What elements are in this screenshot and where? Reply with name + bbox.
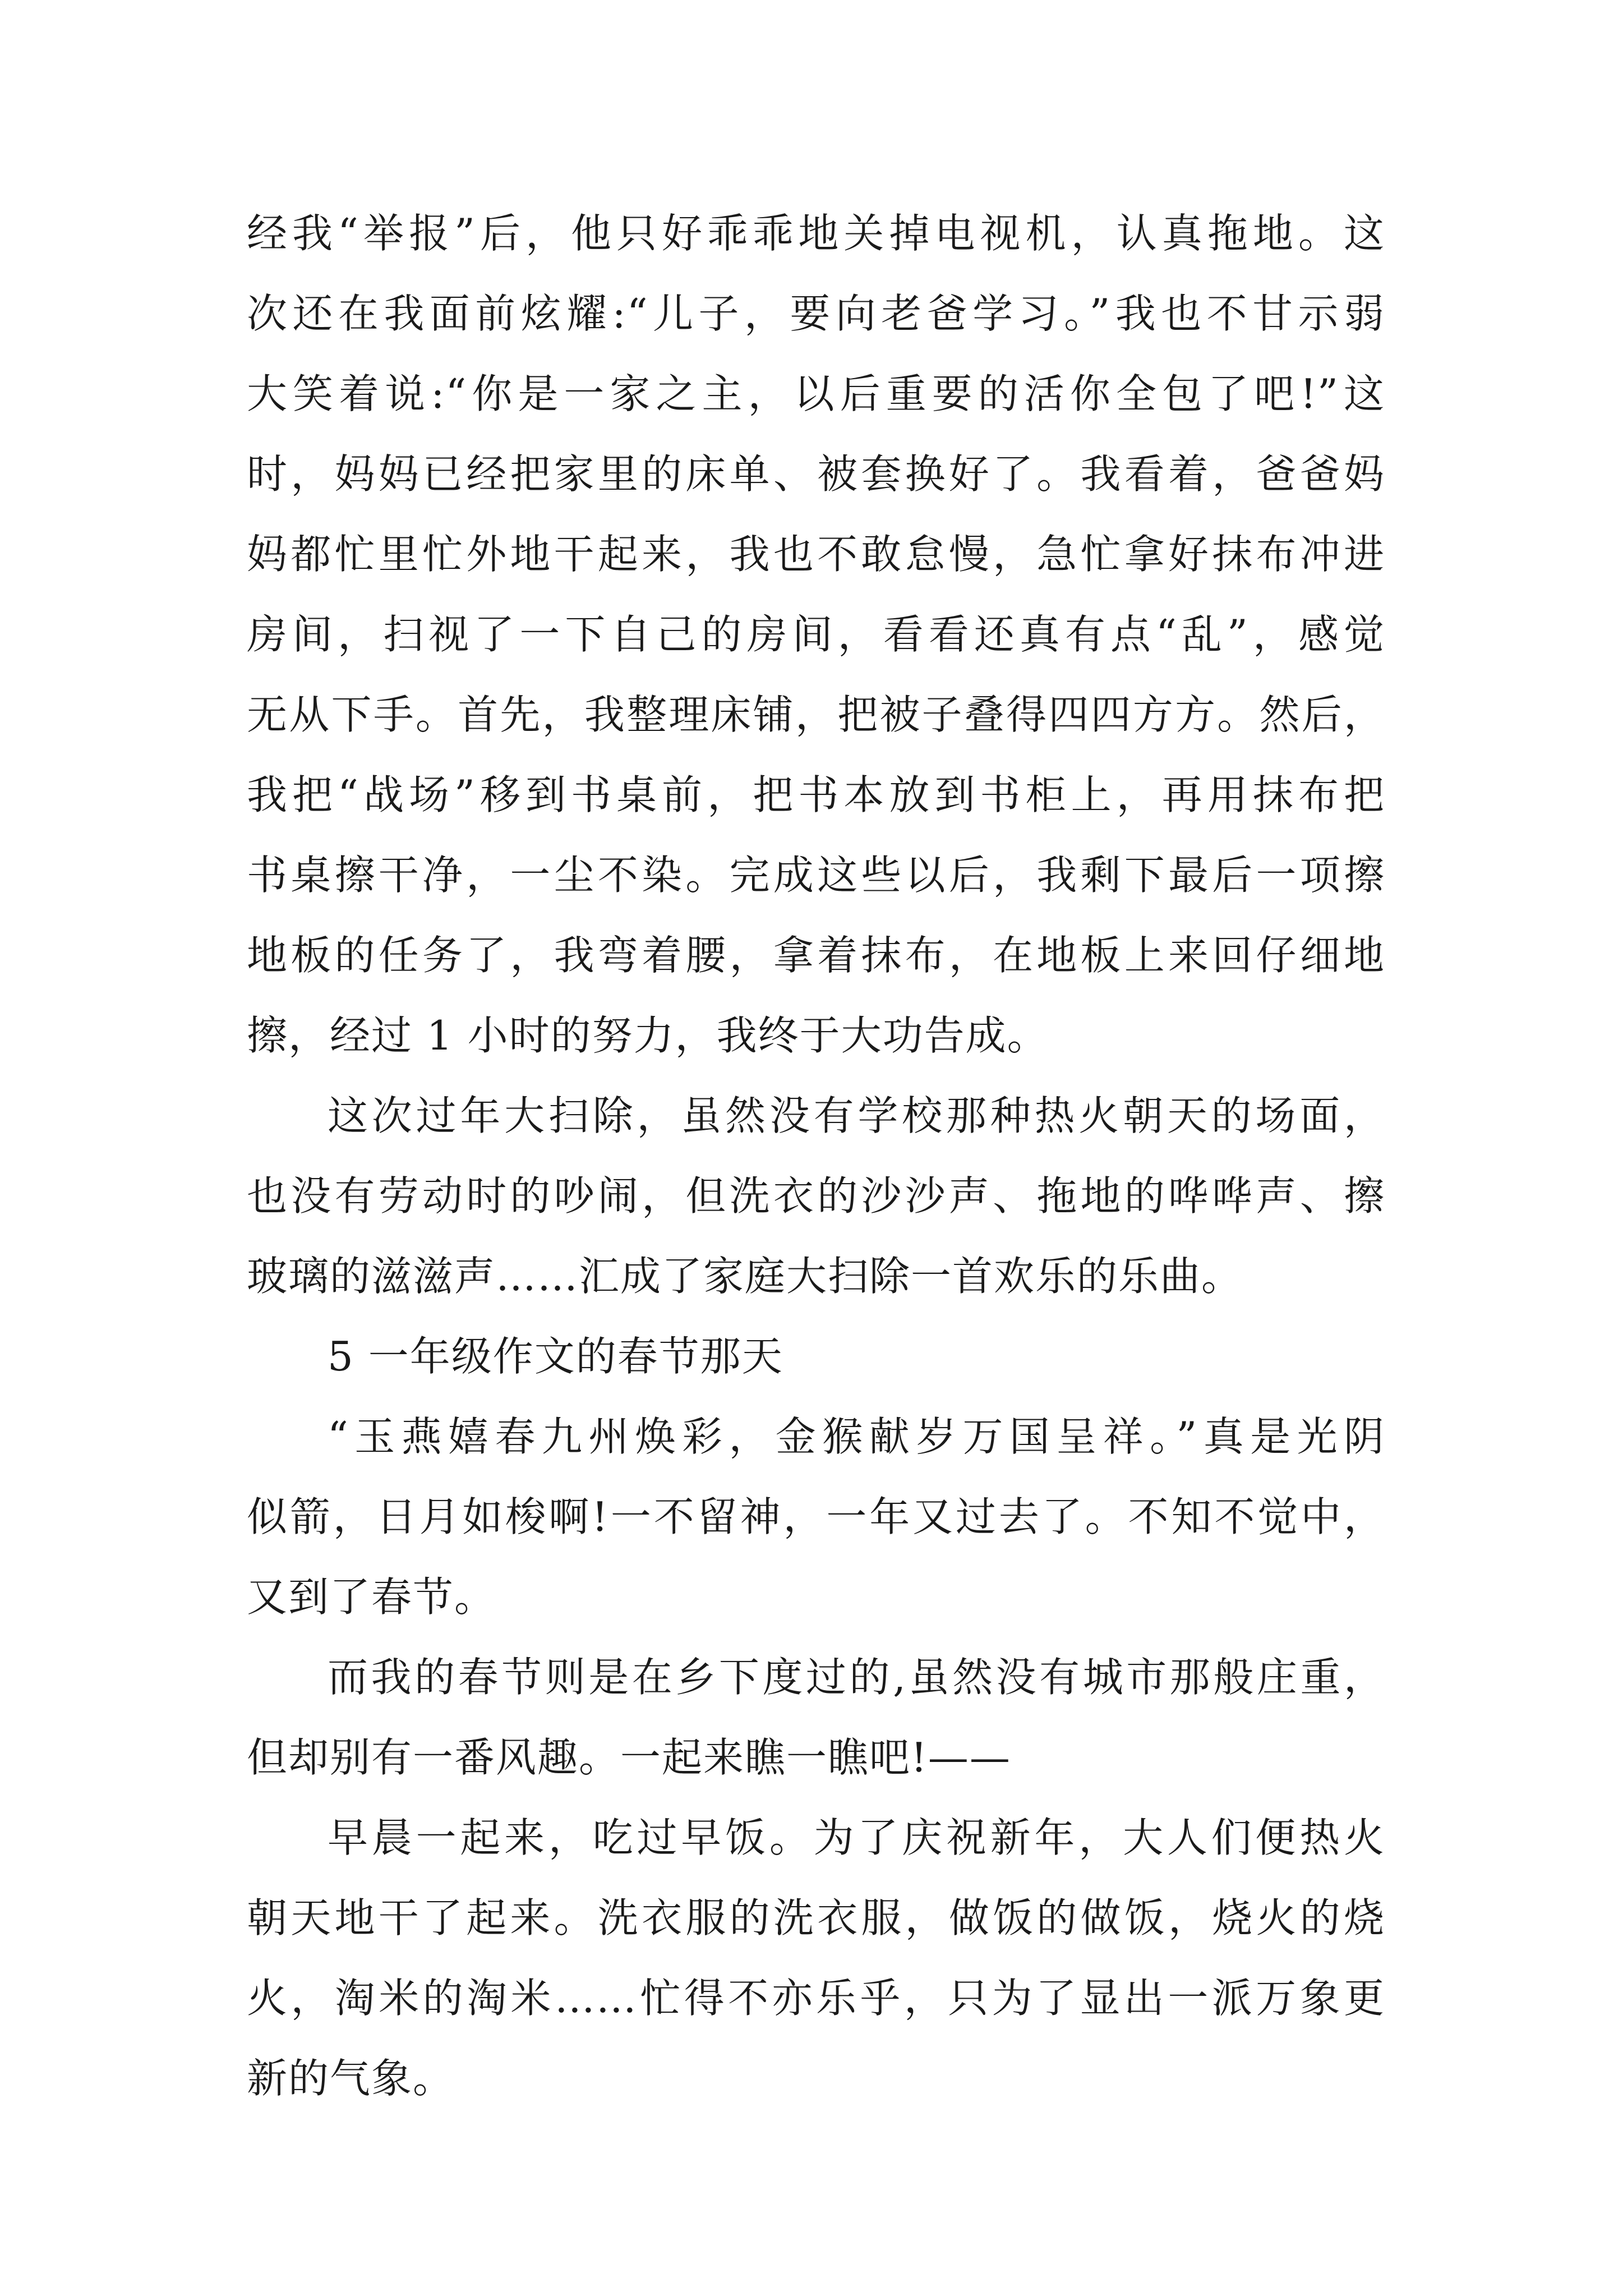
text-line: 似箭，日月如梭啊!一不留神，一年又过去了。不知不觉中， bbox=[247, 1493, 1385, 1540]
text-line: 地板的任务了，我弯着腰，拿着抹布，在地板上来回仔细地 bbox=[247, 932, 1385, 979]
text-line: “玉燕嬉春九州焕彩，金猴献岁万国呈祥。”真是光阴 bbox=[328, 1413, 1385, 1460]
text-line: 也没有劳动时的吵闹，但洗衣的沙沙声、拖地的哗哗声、擦 bbox=[247, 1172, 1385, 1220]
text-line: 经我“举报”后，他只好乖乖地关掉电视机，认真拖地。这 bbox=[247, 210, 1385, 257]
text-line: 早晨一起来，吃过早饭。为了庆祝新年，大人们便热火 bbox=[328, 1814, 1385, 1861]
text-line: 妈都忙里忙外地干起来，我也不敢怠慢，急忙拿好抹布冲进 bbox=[247, 531, 1385, 578]
text-line: 新的气象。 bbox=[247, 2055, 455, 2102]
text-line: 房间，扫视了一下自己的房间，看看还真有点“乱”，感觉 bbox=[247, 611, 1385, 658]
text-line: 次还在我面前炫耀:“儿子，要向老爸学习。”我也不甘示弱 bbox=[247, 290, 1385, 337]
text-line: 书桌擦干净，一尘不染。完成这些以后，我剩下最后一项擦 bbox=[247, 852, 1385, 899]
text-line: 无从下手。首先，我整理床铺，把被子叠得四四方方。然后， bbox=[247, 691, 1385, 738]
text-line: 大笑着说:“你是一家之主，以后重要的活你全包了吧!”这 bbox=[247, 370, 1385, 417]
text-line: 玻璃的滋滋声……汇成了家庭大扫除一首欢乐的乐曲。 bbox=[247, 1253, 1243, 1300]
text-line: 而我的春节则是在乡下度过的,虽然没有城市那般庄重， bbox=[328, 1654, 1385, 1701]
text-line: 火，淘米的淘米……忙得不亦乐乎，只为了显出一派万象更 bbox=[247, 1975, 1385, 2022]
text-line: 朝天地干了起来。洗衣服的洗衣服，做饭的做饭，烧火的烧 bbox=[247, 1894, 1385, 1941]
text-line: 但却别有一番风趣。一起来瞧一瞧吧!—— bbox=[247, 1734, 1011, 1781]
text-line: 这次过年大扫除，虽然没有学校那种热火朝天的场面， bbox=[328, 1092, 1385, 1139]
section-heading: 5 一年级作文的春节那天 bbox=[328, 1333, 783, 1380]
text-line: 时，妈妈已经把家里的床单、被套换好了。我看着，爸爸妈 bbox=[247, 450, 1385, 498]
text-line: 擦，经过 1 小时的努力，我终于大功告成。 bbox=[247, 1012, 1049, 1059]
body-text bbox=[247, 194, 1385, 2119]
text-line: 又到了春节。 bbox=[247, 1573, 496, 1621]
text-line: 我把“战场”移到书桌前，把书本放到书柜上，再用抹布把 bbox=[247, 771, 1385, 818]
